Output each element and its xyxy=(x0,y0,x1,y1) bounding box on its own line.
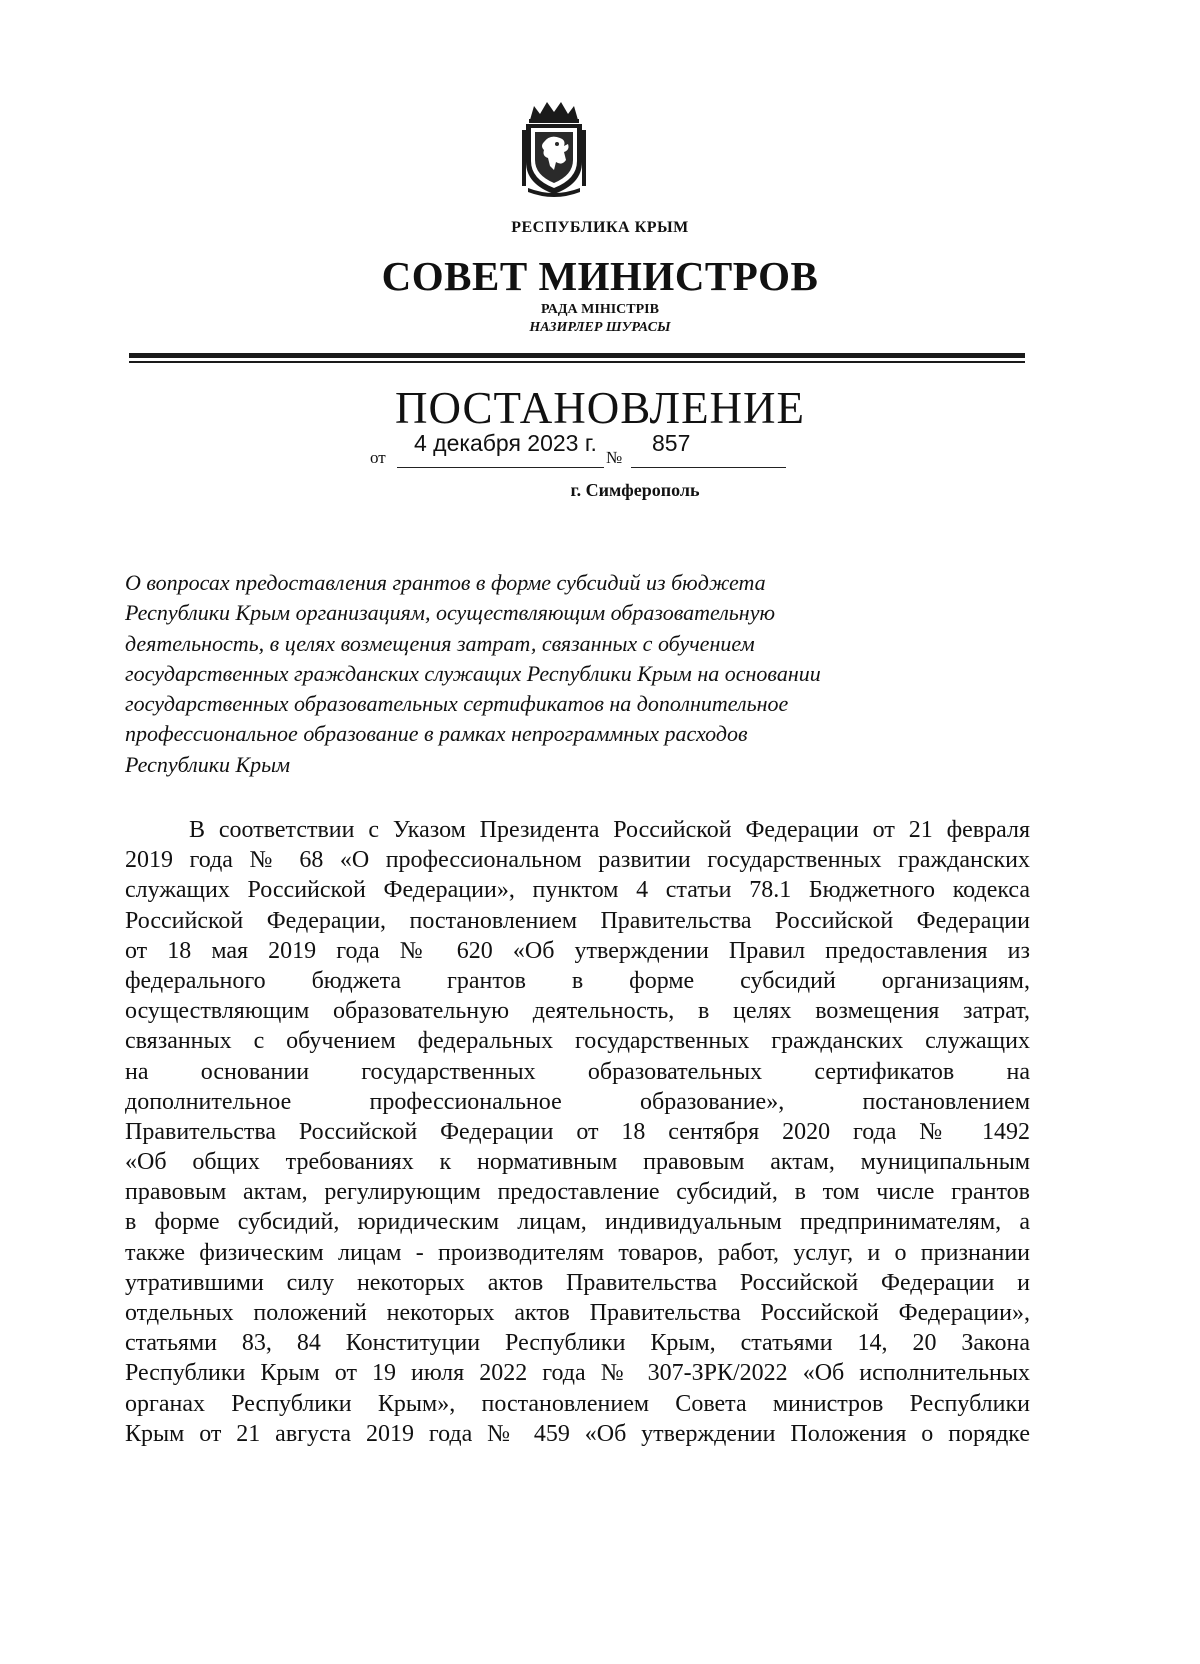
body-line: служащих Российской Федерации», пунктом 4 статьи 78.1 Бюджетного кодекса xyxy=(125,877,1030,904)
body-line: Крым от 21 августа 2019 года № 459 «Об утверждении Положения о порядке xyxy=(125,1420,1030,1447)
republic-name: РЕСПУБЛИКА КРЫМ xyxy=(511,219,689,236)
document-number: 857 xyxy=(652,430,691,456)
date-underline xyxy=(397,467,604,468)
council-name-ct: НАЗИРЛЕР ШУРАСЫ xyxy=(529,320,671,335)
body-line: федерального бюджета грантов в форме субсидий организациям, xyxy=(125,967,1030,994)
document-city: г. Симферополь xyxy=(570,480,700,500)
document-body xyxy=(125,815,1030,1449)
body-line: Правительства Российской Федерации от 18 сентября 2020 года № 1492 xyxy=(125,1118,1030,1145)
title-line: государственных образовательных сертификатов на дополнительное xyxy=(125,691,789,717)
title-line: О вопросах предоставления грантов в форме субсидий из бюджета xyxy=(125,570,766,595)
date-number-line xyxy=(370,430,790,472)
body-line: от 18 мая 2019 года № 620 «Об утверждении Правил предоставления из xyxy=(125,937,1030,964)
date-prefix: от xyxy=(370,448,386,467)
header-rule-thick xyxy=(129,353,1025,358)
body-line: Республики Крым от 19 июля 2022 года № 307-ЗРК/2022 «Об исполнительных xyxy=(125,1360,1030,1387)
document-title xyxy=(125,568,955,780)
body-line: также физическим лицам - производителям товаров, работ, услуг, и о признании xyxy=(125,1239,1030,1266)
body-line: Российской Федерации, постановлением Правительства Российской Федерации xyxy=(125,907,1030,934)
title-line: деятельность, в целях возмещения затрат, связанных с обучением xyxy=(125,630,755,656)
title-line: государственных гражданских служащих Республики Крым на основании xyxy=(125,660,821,686)
body-line: правовым актам, регулирующим предоставление субсидий, в том числе грантов xyxy=(125,1179,1030,1206)
body-line: дополнительное профессиональное образование», постановлением xyxy=(125,1088,1030,1115)
title-line: Республики Крым организациям, осуществляющим образовательную xyxy=(125,600,775,626)
document-date: 4 декабря 2023 г. xyxy=(414,430,597,456)
body-line: в форме субсидий, юридическим лицам, индивидуальным предпринимателям, а xyxy=(125,1209,1030,1236)
council-name: СОВЕТ МИНИСТРОВ xyxy=(381,253,819,299)
body-line: связанных с обучением федеральных государственных гражданских служащих xyxy=(125,1028,1030,1055)
body-line: утратившими силу некоторых актов Правительства Российской Федерации и xyxy=(125,1269,1030,1296)
number-underline xyxy=(631,467,786,468)
body-line: отдельных положений некоторых актов Правительства Российской Федерации», xyxy=(125,1300,1030,1326)
header-rule-thin xyxy=(129,361,1025,363)
number-prefix: № xyxy=(606,448,623,467)
body-line: В соответствии с Указом Президента Российской Федерации от 21 февраля xyxy=(189,817,1030,843)
body-line: 2019 года № 68 «О профессиональном развитии государственных гражданских xyxy=(125,847,1030,874)
body-line: на основании государственных образовательных сертификатов на xyxy=(125,1058,1030,1085)
body-line: «Об общих требованиях к нормативным правовым актам, муниципальным xyxy=(125,1149,1030,1176)
body-line: органах Республики Крым», постановлением Совета министров Республики xyxy=(125,1390,1030,1417)
council-name-ua: РАДА МІНІСТРІВ xyxy=(541,302,659,317)
document-type: ПОСТАНОВЛЕНИЕ xyxy=(394,383,806,433)
crimea-coat-of-arms-icon xyxy=(520,100,588,198)
body-line: статьями 83, 84 Конституции Республики Крым, статьями 14, 20 Закона xyxy=(125,1330,1030,1357)
body-line: осуществляющим образовательную деятельность, в целях возмещения затрат, xyxy=(125,998,1030,1025)
title-line: профессиональное образование в рамках непрограммных расходов xyxy=(125,721,748,747)
title-line: Республики Крым xyxy=(125,751,291,777)
